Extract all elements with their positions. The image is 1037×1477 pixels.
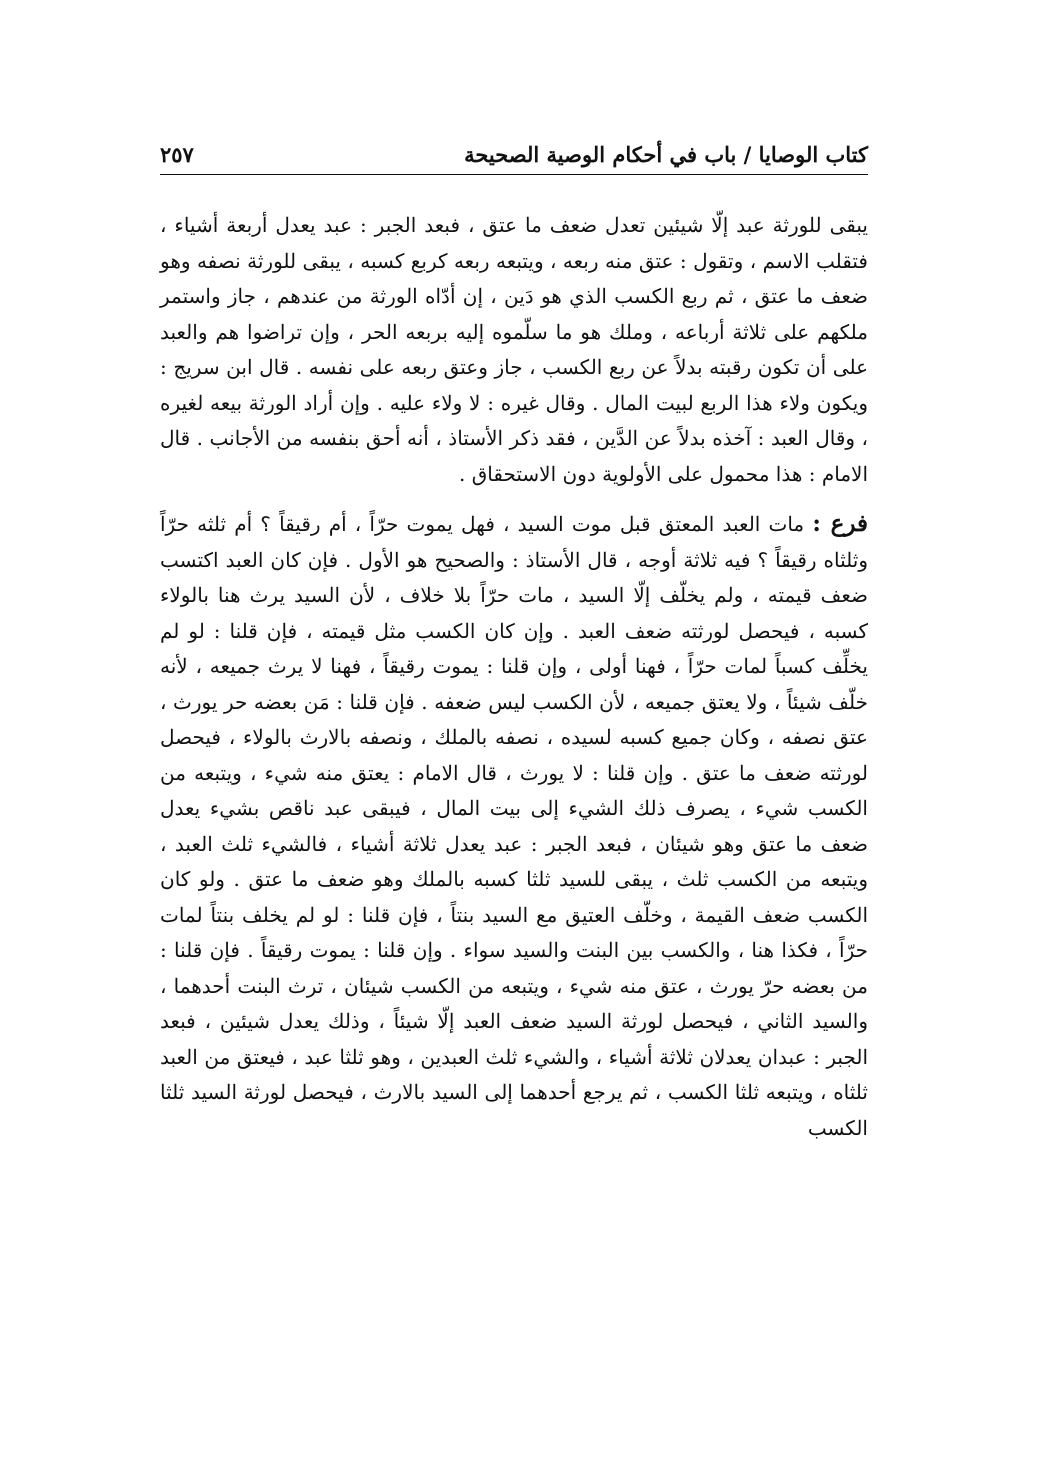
paragraph-continuation: يبقى للورثة عبد إلّا شيئين تعدل ضعف ما عتق ، فبعد الجبر : عبد يعدل أربعة أشياء ، فتقلب الاسم ، وتقول : عتق منه ربعه ، ويتبعه ربعه كربع كسبه ، يبقى للورثة نصفه وهو ضعف ما عتق ، ثم ربع الكسب الذي هو دَين ، إن أدّاه الورثة من عندهم ، جاز واستمر ملكهم على ثلاثة أرباعه ، وملك هو ما سلّموه إليه بربعه الحر ، وإن تراضوا هم والعبد على أن تكون رقبته بدلاً عن ربع الكسب ، جاز وعتق ربعه على نفسه . قال ابن سريج : ويكون ولاء هذا الربع لبيت المال . وقال غيره : لا ولاء عليه . وإن أراد الورثة بيعه لغيره ، وقال العبد : آخذه بدلاً عن الدَّين ، فقد ذكر الأستاذ ، أنه أحق بنفسه من الأجانب . قال الامام : هذا محمول على الأولوية دون الاستحقاق . (160, 213, 868, 486)
far-heading: فرع : (812, 510, 869, 537)
paragraph-far (160, 506, 868, 1146)
page-header (160, 140, 868, 175)
running-title: كتاب الوصايا / باب في أحكام الوصية الصحيحة (464, 142, 868, 167)
page-number: ٢٥٧ (160, 142, 194, 167)
far-text: مات العبد المعتق قبل موت السيد ، فهل يموت حرّاً ، أم رقيقاً ؟ أم ثلثه حرّاً وثلثاه رقيقاً ؟ فيه ثلاثة أوجه ، قال الأستاذ : والصحيح هو الأول . فإن كان العبد اكتسب ضعف قيمته ، ولم يخلّف إلّا السيد ، مات حرّاً بلا خلاف ، لأن السيد يرث هنا بالولاء كسبه ، فيحصل لورثته ضعف العبد . وإن كان الكسب مثل قيمته ، فإن قلنا : لو لم يخلِّف كسباً لمات حرّاً ، فهنا أولى ، وإن قلنا : يموت رقيقاً ، فهنا لا يرث جميعه ، لأنه خلّف شيئاً ، ولا يعتق جميعه ، لأن الكسب ليس ضعفه . فإن قلنا : مَن بعضه حر يورث ، عتق نصفه ، وكان جميع كسبه لسيده ، نصفه بالملك ، ونصفه بالارث بالولاء ، فيحصل لورثته ضعف ما عتق . وإن قلنا : لا يورث ، قال الامام : يعتق منه شيء ، ويتبعه من الكسب شيء ، يصرف ذلك الشيء إلى بيت المال ، فيبقى عبد ناقص بشيء يعدل ضعف ما عتق وهو شيئان ، فبعد الجبر : عبد يعدل ثلاثة أشياء ، فالشيء ثلث العبد ، ويتبعه من الكسب ثلث ، يبقى للسيد ثلثا كسبه بالملك وهو ضعف ما عتق . ولو كان الكسب ضعف القيمة ، وخلّف العتيق مع السيد بنتاً ، فإن قلنا : لو لم يخلف بنتاً لمات حرّاً ، فكذا هنا ، والكسب بين البنت والسيد سواء . وإن قلنا : يموت رقيقاً . فإن قلنا : من بعضه حرّ يورث ، عتق منه شيء ، ويتبعه من الكسب شيئان ، ترث البنت أحدهما ، والسيد الثاني ، فيحصل لورثة السيد ضعف العبد إلّا شيئاً ، وذلك يعدل شيئين ، فبعد الجبر : عبدان يعدلان ثلاثة أشياء ، والشيء ثلث العبدين ، وهو ثلثا عبد ، فيعتق من العبد ثلثاه ، ويتبعه ثلثا الكسب ، ثم يرجع أحدهما إلى السيد بالارث ، فيحصل لورثة السيد ثلثا الكسب (160, 512, 868, 1140)
page-body (160, 208, 868, 1146)
